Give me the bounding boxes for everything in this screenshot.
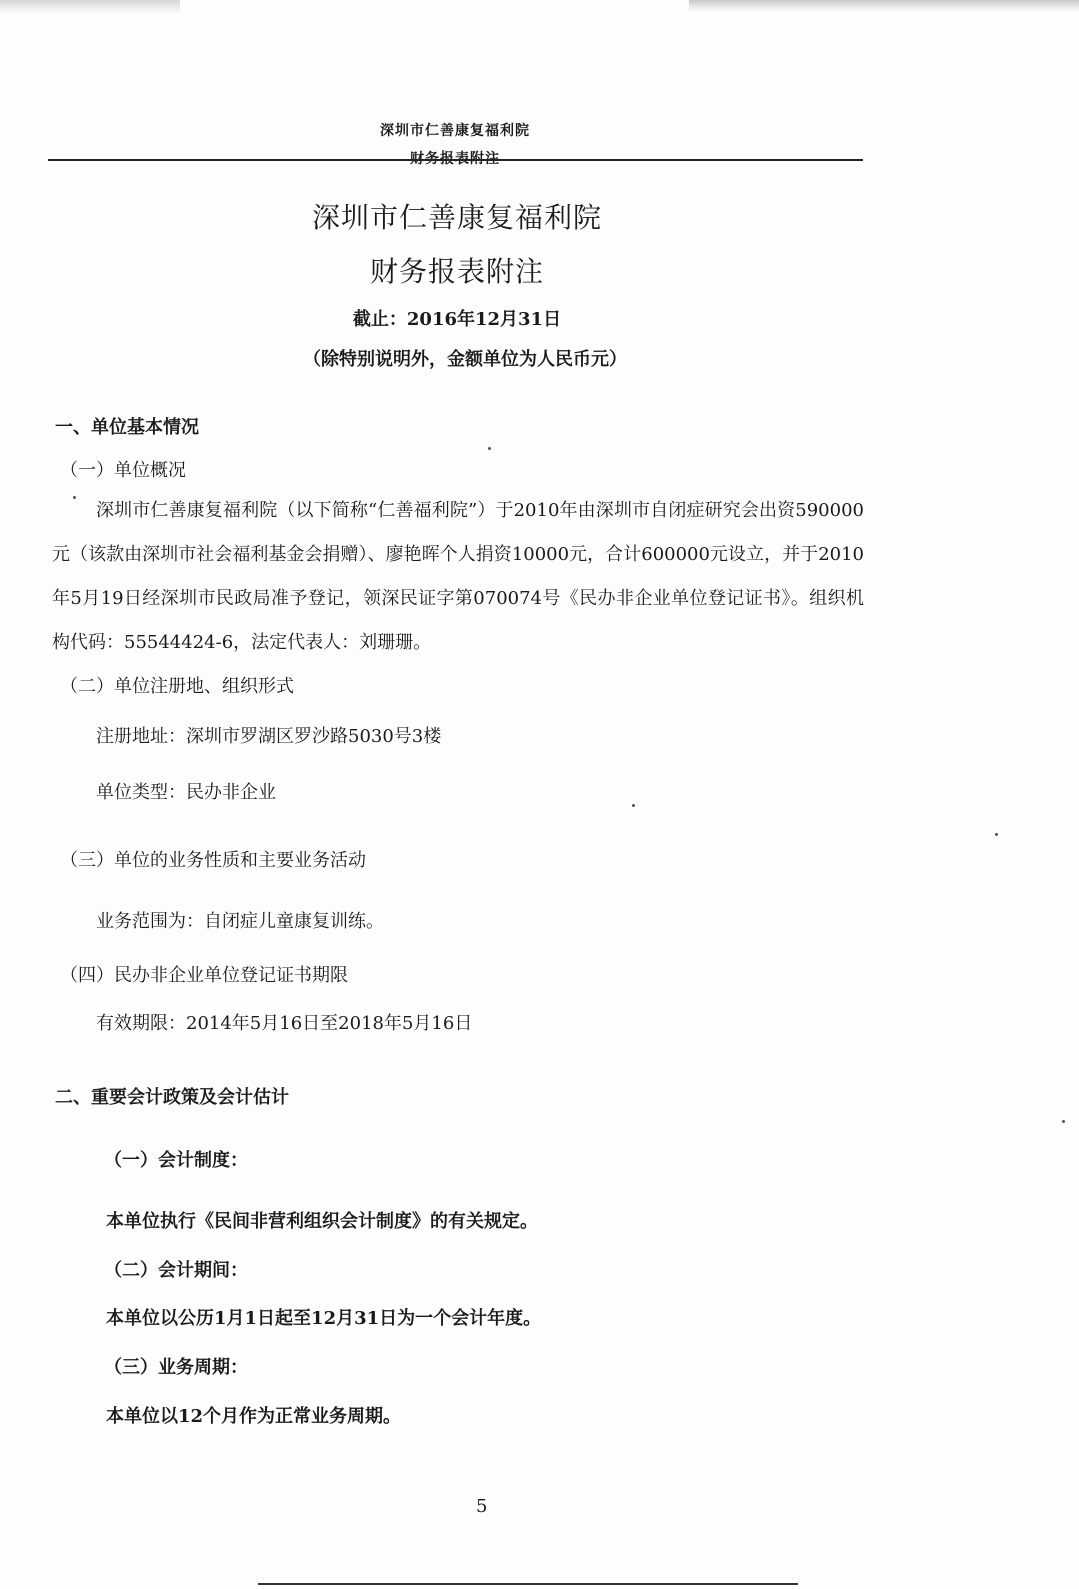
- unit-type: 单位类型：民办非企业: [96, 782, 276, 803]
- section1-sub1-paragraph: 深圳市仁善康复福利院（以下简称“仁善福利院”）于2010年由深圳市自闭症研究会出资590000元（该款由深圳市社会福利基金会捐赠）、廖艳晖个人捐资10000元，合计600000元设立，并于2010年5月19日经深圳市民政局准予登记，领深民证字第070074号《民办非企业单位登记证书》。组织机构代码：55544424-6，法定代表人：刘珊珊。: [52, 500, 864, 653]
- header-rule: [48, 159, 863, 161]
- scan-shadow-right: [689, 0, 1079, 12]
- section2-sub1-text: 本单位执行《民间非营利组织会计制度》的有关规定。: [106, 1211, 538, 1232]
- section2-sub3-heading: （三）业务周期：: [104, 1357, 248, 1378]
- section1-sub2-heading: （二）单位注册地、组织形式: [60, 676, 294, 697]
- section1-sub3-heading: （三）单位的业务性质和主要业务活动: [60, 850, 366, 871]
- section2-sub2-text: 本单位以公历1月1日起至12月31日为一个会计年度。: [106, 1308, 542, 1329]
- registered-address: 注册地址：深圳市罗湖区罗沙路5030号3楼: [96, 726, 442, 747]
- section1-heading: 一、单位基本情况: [55, 417, 199, 438]
- title-line2: 财务报表附注: [369, 255, 544, 288]
- scan-speck: [488, 447, 491, 450]
- title-line1: 深圳市仁善康复福利院: [311, 201, 602, 234]
- section2-sub2-heading: （二）会计期间：: [104, 1260, 248, 1281]
- scan-speck: [73, 496, 76, 499]
- scan-speck: [1062, 1120, 1065, 1123]
- section2-heading: 二、重要会计政策及会计估计: [55, 1087, 289, 1108]
- scan-shadow-left: [0, 0, 180, 14]
- cutoff-date: 截止：2016年12月31日: [352, 309, 562, 330]
- page-number: 5: [476, 1496, 488, 1517]
- section2-sub1-heading: （一）会计制度：: [104, 1150, 248, 1171]
- bottom-scan-edge: [258, 1583, 798, 1585]
- unit-note: （除特别说明外，金额单位为人民币元）: [303, 349, 627, 370]
- business-scope: 业务范围为：自闭症儿童康复训练。: [96, 911, 384, 932]
- running-header-line2: 财务报表附注: [410, 151, 500, 167]
- section1-sub4-heading: （四）民办非企业单位登记证书期限: [60, 965, 348, 986]
- section1-sub1-heading: （一）单位概况: [60, 460, 186, 481]
- scan-speck: [632, 804, 635, 807]
- running-header-line1: 深圳市仁善康复福利院: [380, 123, 530, 139]
- validity-period: 有效期限：2014年5月16日至2018年5月16日: [96, 1013, 473, 1034]
- scan-speck: [995, 833, 998, 836]
- section2-sub3-text: 本单位以12个月作为正常业务周期。: [106, 1406, 402, 1427]
